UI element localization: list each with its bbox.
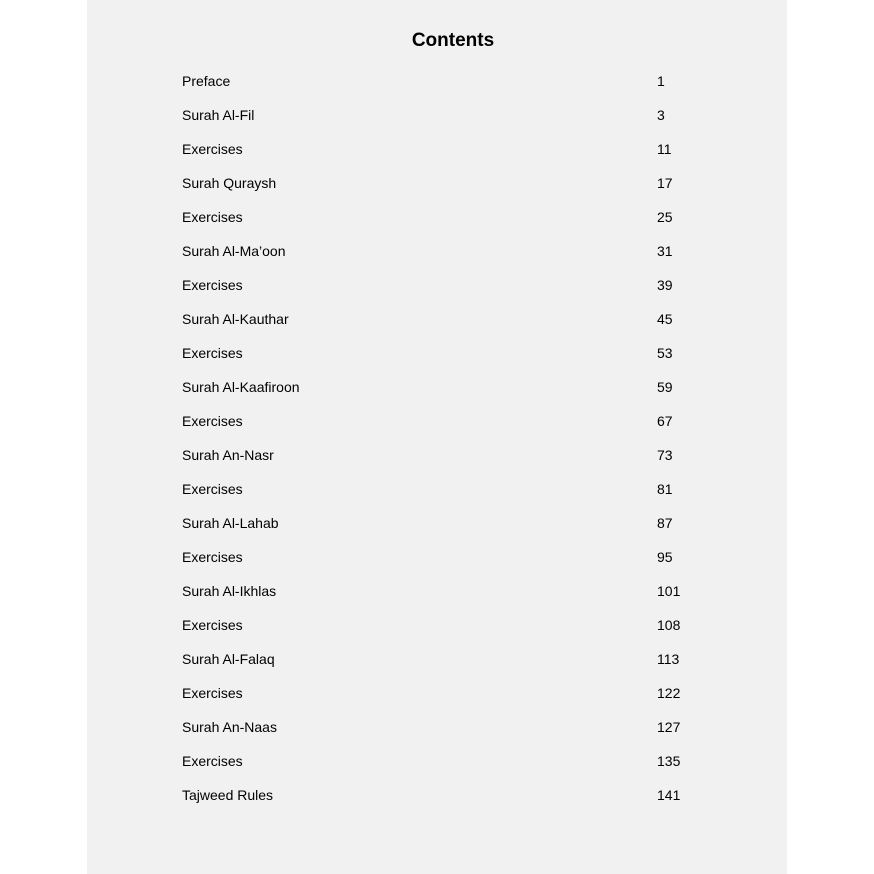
toc-entry-label: Exercises xyxy=(182,617,243,633)
toc-entry-page-number: 95 xyxy=(657,549,673,565)
toc-entry-page-number: 31 xyxy=(657,243,673,259)
toc-entry-label: Surah Al-Falaq xyxy=(182,651,275,667)
toc-entry xyxy=(182,716,702,750)
toc-entry-label: Exercises xyxy=(182,549,243,565)
toc-entry-label: Exercises xyxy=(182,277,243,293)
toc-entry-page-number: 73 xyxy=(657,447,673,463)
document-page xyxy=(87,0,787,874)
toc-entry-page-number: 11 xyxy=(657,141,672,157)
toc-entry-label: Surah Quraysh xyxy=(182,175,277,191)
toc-entry-page-number: 122 xyxy=(657,685,681,701)
toc-entry-label: Surah Al-Ikhlas xyxy=(182,583,277,599)
toc-entry xyxy=(182,172,702,206)
toc-entry xyxy=(182,580,702,614)
toc-entry-label: Surah Al-Fil xyxy=(182,107,255,123)
toc-entry-label: Exercises xyxy=(182,753,243,769)
toc-entry-label: Tajweed Rules xyxy=(182,787,274,803)
toc-entry xyxy=(182,512,702,546)
toc-entry-page-number: 87 xyxy=(657,515,673,531)
toc-entry xyxy=(182,444,702,478)
toc-entry-label: Exercises xyxy=(182,209,243,225)
toc-entry xyxy=(182,784,702,818)
toc-entry-page-number: 53 xyxy=(657,345,673,361)
toc-entry-page-number: 1 xyxy=(657,73,665,89)
toc-entry xyxy=(182,546,702,580)
toc-entry-label: Preface xyxy=(182,73,231,89)
toc-entry-label: Surah Al-Ma’oon xyxy=(182,243,286,259)
toc-entry-label: Exercises xyxy=(182,481,243,497)
page-title: Contents xyxy=(411,30,495,51)
toc-entry-label: Surah Al-Lahab xyxy=(182,515,279,531)
toc-entry-label: Exercises xyxy=(182,685,243,701)
toc-entry xyxy=(182,342,702,376)
toc-entry-page-number: 113 xyxy=(657,651,680,667)
table-of-contents xyxy=(182,70,702,818)
toc-entry-label: Exercises xyxy=(182,413,243,429)
toc-entry xyxy=(182,240,702,274)
toc-entry-page-number: 108 xyxy=(657,617,681,633)
toc-entry xyxy=(182,478,702,512)
toc-entry-page-number: 39 xyxy=(657,277,673,293)
toc-entry xyxy=(182,682,702,716)
toc-entry xyxy=(182,410,702,444)
toc-entry xyxy=(182,614,702,648)
toc-entry xyxy=(182,104,702,138)
toc-entry xyxy=(182,274,702,308)
toc-entry-label: Exercises xyxy=(182,141,243,157)
toc-entry-page-number: 101 xyxy=(657,583,681,599)
toc-entry-label: Surah An-Nasr xyxy=(182,447,274,463)
toc-entry xyxy=(182,138,702,172)
toc-entry-label: Surah An-Naas xyxy=(182,719,277,735)
toc-entry-page-number: 45 xyxy=(657,311,673,327)
toc-entry xyxy=(182,206,702,240)
toc-entry-page-number: 141 xyxy=(657,787,681,803)
toc-entry-page-number: 67 xyxy=(657,413,673,429)
toc-entry-page-number: 135 xyxy=(657,753,681,769)
toc-entry-page-number: 127 xyxy=(657,719,681,735)
toc-entry xyxy=(182,376,702,410)
toc-entry xyxy=(182,750,702,784)
toc-entry-page-number: 3 xyxy=(657,107,665,123)
toc-entry-page-number: 59 xyxy=(657,379,673,395)
toc-entry-page-number: 81 xyxy=(657,481,673,497)
toc-entry-label: Surah Al-Kaafiroon xyxy=(182,379,300,395)
toc-entry-page-number: 17 xyxy=(657,175,673,191)
toc-entry-label: Exercises xyxy=(182,345,243,361)
toc-entry xyxy=(182,648,702,682)
toc-entry-label: Surah Al-Kauthar xyxy=(182,311,289,327)
toc-entry xyxy=(182,308,702,342)
toc-entry xyxy=(182,70,702,104)
toc-entry-page-number: 25 xyxy=(657,209,673,225)
